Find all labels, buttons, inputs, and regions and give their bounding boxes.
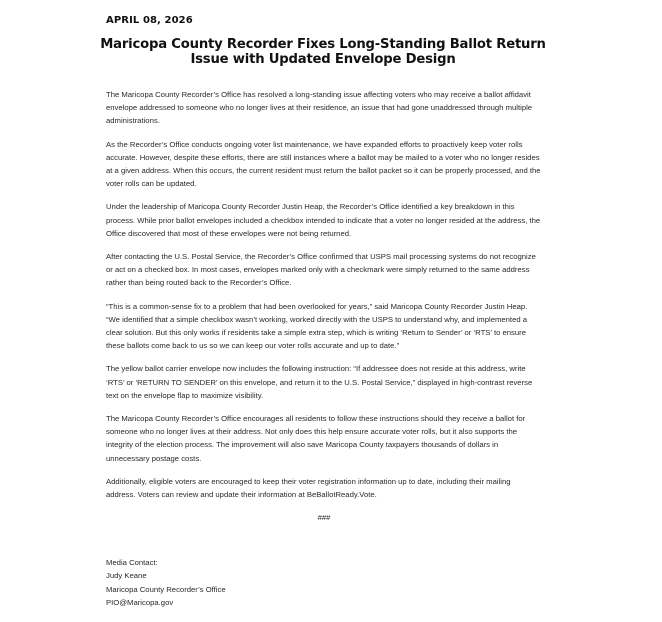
end-mark: ###	[317, 513, 331, 523]
media-contact-email[interactable]: PIO@Maricopa.gov	[106, 597, 174, 607]
release-title-line-2: Issue with Updated Envelope Design	[190, 52, 456, 67]
release-date: APRIL 08, 2026	[106, 15, 193, 26]
paragraph-5-quote: “This is a common-sense fix to a problem that had been overlooked for years,” said Maricopa County Recorder Justin Heap. “We identified that a simple checkbox wasn’t working, worked directly with the USPS to understand why, and implemented a clear solution. But this only works if residents take a simple extra step, which is writing ‘Return to Sender’ or ‘RTS’ to ensure these ballots come back to us so we can keep our voter rolls accurate and up to date.”	[106, 301, 528, 351]
paragraph-8: Additionally, eligible voters are encouraged to keep their voter registration information up to date, including their mailing address. Voters can review and update their information at BeBallotReady.Vote.	[106, 476, 511, 500]
release-body	[106, 88, 542, 524]
release-title-line-1: Maricopa County Recorder Fixes Long-Standing Ballot Return	[100, 37, 546, 52]
paragraph-6: The yellow ballot carrier envelope now includes the following instruction: “If addressee does not reside at this address, write ‘RTS’ or ‘RETURN TO SENDER’ on this envelope, and return it to the U.S. Postal Service,” displayed in high-contrast reverse text on the envelope flap to maximize visibility.	[106, 364, 533, 400]
media-contact-name: Judy Keane	[106, 571, 147, 581]
release-title	[98, 37, 548, 67]
paragraph-7: The Maricopa County Recorder’s Office encourages all residents to follow these instructions should they receive a ballot for someone who no longer lives at their address. Not only does this help ensure accurate voter rolls, but it also supports the integrity of the election process. The improvement will also save Maricopa County taxpayers thousands of dollars in unnecessary postage costs.	[106, 414, 526, 463]
paragraph-1: The Maricopa County Recorder’s Office has resolved a long-standing issue affecting voters who may receive a ballot affidavit envelope addressed to someone who no longer lives at their residence, an issue that had gone unaddressed through multiple administrations.	[106, 90, 533, 126]
media-contact-organization: Maricopa County Recorder’s Office	[106, 584, 226, 594]
paragraph-2: As the Recorder’s Office conducts ongoing voter list maintenance, we have expanded efforts to proactively keep voter rolls accurate. However, despite these efforts, there are still instances where a ballot may be mailed to a voter who no longer resides at a given address. When this occurs, the current resident must return the ballot packet so it can be properly processed, and the voter rolls can be updated.	[106, 139, 541, 189]
paragraph-3: Under the leadership of Maricopa County Recorder Justin Heap, the Recorder’s Office identified a key breakdown in this process. While prior ballot envelopes included a checkbox intended to indicate that a voter no longer resided at the address, the Office discovered that most of these envelopes were not being returned.	[106, 202, 541, 238]
media-contact-block	[106, 556, 226, 609]
paragraph-4: After contacting the U.S. Postal Service, the Recorder’s Office confirmed that USPS mail processing systems do not recognize or act on a checked box. In most cases, envelopes marked only with a checkmark were simply returned to the same address rather than being routed back to the Recorder’s Office.	[106, 252, 536, 288]
media-contact-heading: Media Contact:	[106, 558, 158, 567]
